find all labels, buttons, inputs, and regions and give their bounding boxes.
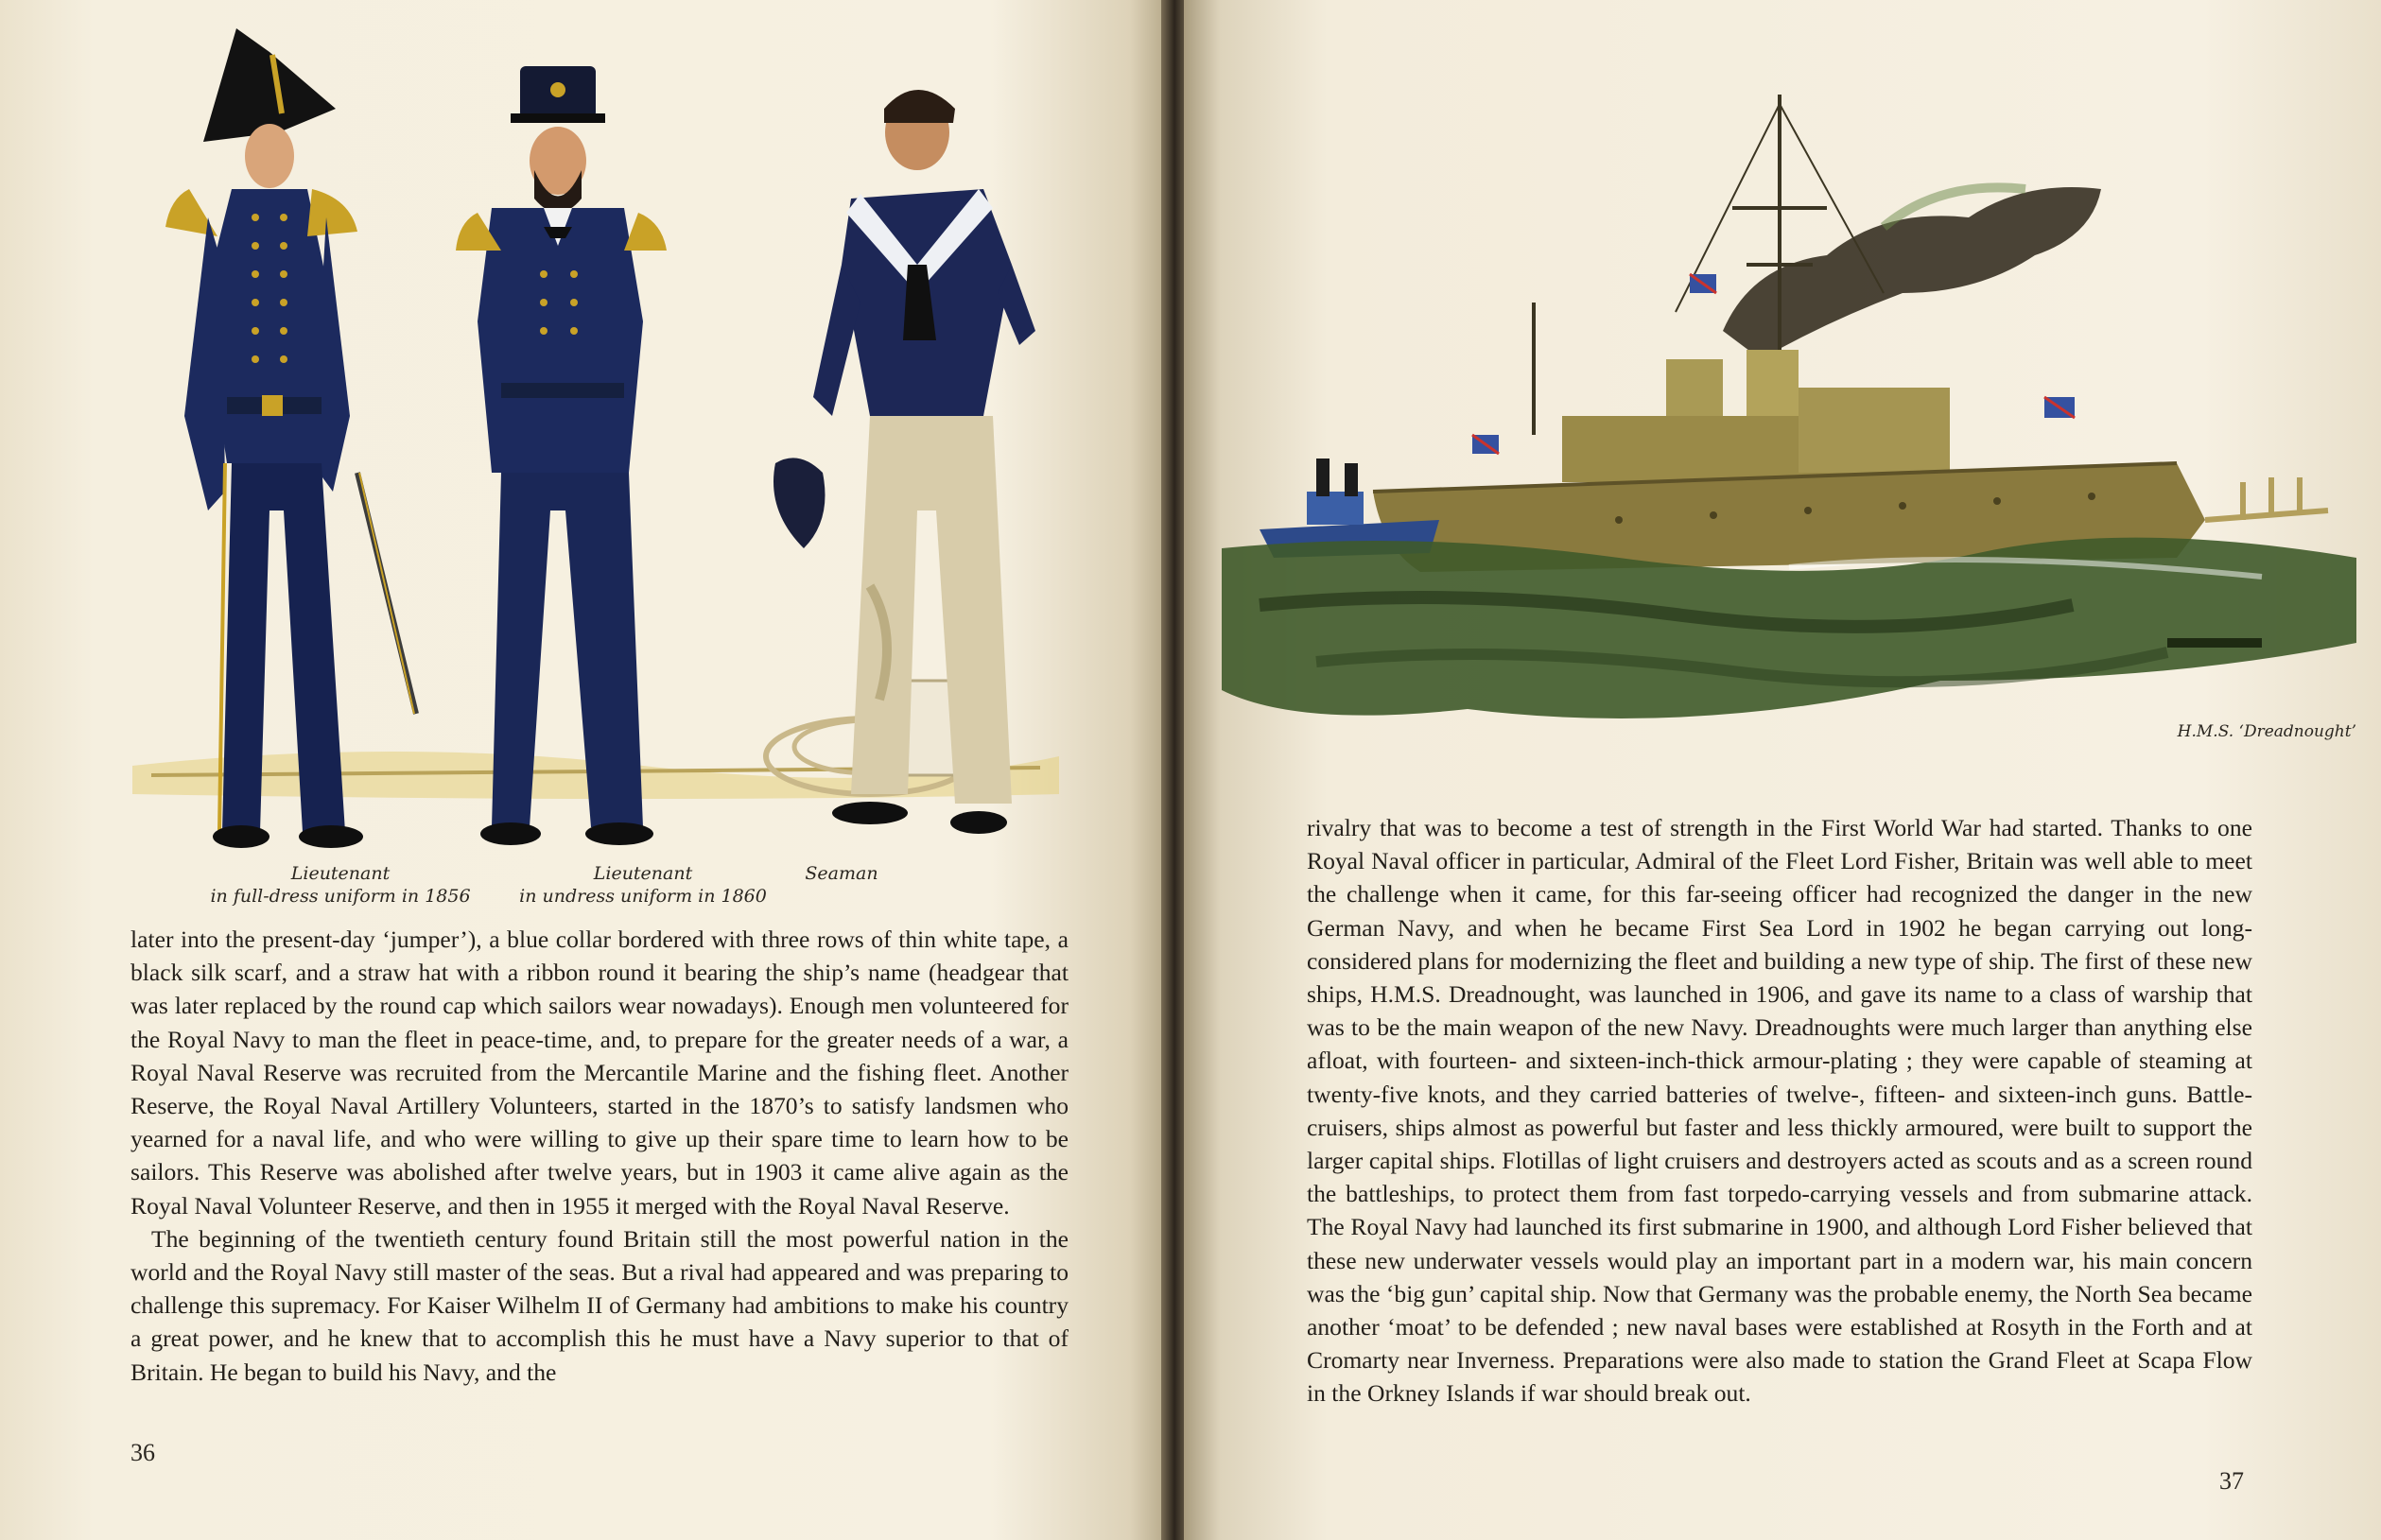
left-page [0,0,1165,1540]
caption-detail: in full-dress uniform in 1856 [210,886,471,907]
caption-seaman [756,862,927,885]
pier [2205,477,2328,520]
lieutenant-full-dress-figure [165,28,416,848]
caption-lieutenant-full-dress [199,862,482,908]
ship-superstructure [1562,350,1950,482]
right-page [1184,0,2381,1540]
page-number-right: 37 [2219,1467,2244,1495]
caption-title: Seaman [805,863,878,884]
left-body-text [130,923,1069,1389]
page-number-left: 36 [130,1439,155,1466]
caption-lieutenant-undress [501,862,785,908]
paragraph: rivalry that was to become a test of strength in the First World War had started. Thanks to one Royal Naval officer in particular, Admiral of the Fleet Lord Fisher, Britain was well able to meet the challenge when it came, for this far-seeing officer had recognized the danger in the new German Navy, and when he became First Sea Lord in 1902 he began carrying out long-considered plans for modernizing the fleet and building a new type of ship. The first of these new ships, H.M.S. Dreadnought, was launched in 1906, and gave its name to a class of warship that was to be the main weapon of the new Navy. Dreadnoughts were much larger than anything else afloat, with fourteen- and sixteen-inch-thick armour-plating ; they were capable of steaming at twenty-five knots, and they carried batteries of twelve-, fifteen- and sixteen-inch guns. Battle-cruisers, ships almost as powerful but faster and less thickly armoured, were built to support the larger capital ships. Flotillas of light cruisers and destroyers acted as scouts and as a screen round the battleships, to protect them from fast torpedo-carrying vessels and from submarine attack. The Royal Navy had launched its first submarine in 1900, and although Lord Fisher believed that these new underwater vessels would play an important part in a modern war, his main concern was the ‘big gun’ capital ship. Now that Germany was the probable enemy, the North Sea became another ‘moat’ to be defended ; new naval bases were established at Rosyth in the Forth and at Cromarty near Inverness. Preparations were also made to station the Grand Fleet at Scapa Flow in the Orkney Islands if war should break out. [1307,814,2252,1408]
caption-title: Lieutenant [290,863,391,884]
right-body-text [1307,811,2252,1410]
dreadnought-illustration [1222,76,2356,766]
lieutenant-undress-figure [456,66,667,845]
paragraph: The beginning of the twentieth century found Britain still the most powerful nation in the world and the Royal Navy still master of the seas. But a rival had appeared and was preparing to challenge this supremacy. For Kaiser Wilhelm II of Germany had ambitions to make his country a great power, and he knew that to accomplish this he must have a Navy superior to that of Britain. He began to build his Navy, and the [130,1224,1069,1386]
caption-dreadnought: H.M.S. ‘Dreadnought’ [2177,722,2356,741]
paragraph: later into the present-day ‘jumper’), a blue collar bordered with three rows of thin white tape, a black silk scarf, and a straw hat with a ribbon round it bearing the ship’s name (headgear that was later replaced by the round cap which sailors wear nowadays). Enough men volunteered for the Royal Navy to man the fleet in peace-time, and, to prepare for the greater needs of a war, a Royal Naval Reserve was recruited from the Mercantile Marine and the fishing fleet. Another Reserve, the Royal Naval Artillery Volunteers, started in the 1870’s to satisfy landsmen who yearned for a naval life, and who were willing to give up their spare time to learn how to be sailors. This Reserve was abolished after twelve years, but in 1903 it came alive again as the Royal Naval Volunteer Reserve, and then in 1955 it merged with the Royal Naval Reserve. [130,926,1069,1220]
uniforms-illustration [113,19,1059,870]
caption-title: Lieutenant [593,863,693,884]
caption-detail: in undress uniform in 1860 [519,886,767,907]
